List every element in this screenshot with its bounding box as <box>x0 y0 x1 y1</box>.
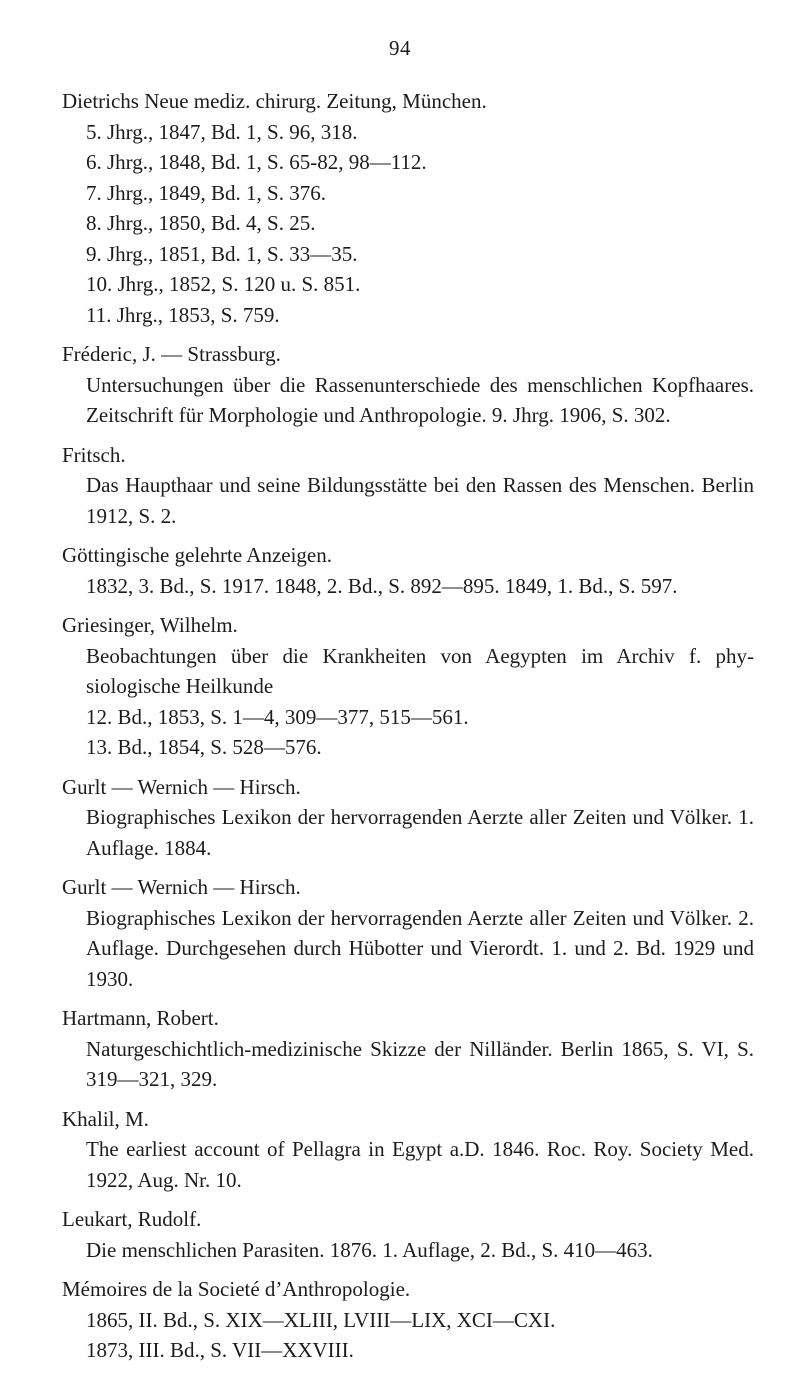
entry-heading: Gurlt — Wernich — Hirsch. <box>62 875 301 899</box>
bibliography-entry <box>62 540 754 601</box>
entry-volume-line: 1832, 3. Bd., S. 1917. 1848, 2. Bd., S. 892—895. 1849, 1. Bd., S. 597. <box>86 573 678 598</box>
bibliography-entry <box>62 1104 754 1196</box>
entry-heading: Leukart, Rudolf. <box>62 1207 202 1231</box>
entry-volume-line: 7. Jhrg., 1849, Bd. 1, S. 376. <box>86 180 326 205</box>
entry-heading: Göttingische gelehrte Anzeigen. <box>62 543 332 567</box>
bibliography-entry <box>62 772 754 864</box>
entry-heading: Khalil, M. <box>62 1106 149 1131</box>
entry-citation: Die menschlichen Parasiten. 1876. 1. Auflage, 2. Bd., S. 410—463. <box>86 1237 653 1262</box>
entry-citation: Das Haupthaar und seine Bildungsstätte bei den Rassen des Menschen. Berlin 1912, S. 2. <box>86 473 754 528</box>
entry-volume-line: 5. Jhrg., 1847, Bd. 1, S. 96, 318. <box>86 119 358 144</box>
bibliography-entry <box>62 610 754 763</box>
entry-volume-line: 10. Jhrg., 1852, S. 120 u. S. 851. <box>86 272 361 296</box>
entry-citation: Naturgeschichtlich-medizinische Skizze der Nilländer. Berlin 1865, S. VI, S. 319—321, 329. <box>86 1036 754 1091</box>
entry-volume-line: 6. Jhrg., 1848, Bd. 1, S. 65-82, 98—112. <box>86 150 427 174</box>
entry-heading: Dietrichs Neue mediz. chirurg. Zeitung, München. <box>62 89 487 113</box>
entry-volume-line: 12. Bd., 1853, S. 1—4, 309—377, 515—561. <box>86 704 469 729</box>
entry-heading: Griesinger, Wilhelm. <box>62 613 238 637</box>
entry-citation: Untersuchungen über die Rassenunterschiede des menschlichen Kopfhaares. Zeitschrift für Morphologie und Anthropologie. 9. Jhrg. 1906, S. 302. <box>86 372 754 427</box>
entry-volume-line: 9. Jhrg., 1851, Bd. 1, S. 33—35. <box>86 241 358 266</box>
entry-citation: Biographisches Lexikon der hervorragenden Aerzte aller Zeiten und Völker. 2. Auflage. Durchgesehen durch Hübotter und Vierordt. 1. und 2. Bd. 1929 und 1930. <box>86 905 754 991</box>
entry-heading: Gurlt — Wernich — Hirsch. <box>62 774 301 799</box>
entry-volume-line: 11. Jhrg., 1853, S. 759. <box>86 302 280 327</box>
entry-volume-line: 1873, III. Bd., S. VII—XXVIII. <box>86 1338 354 1362</box>
entry-volume-line: 1865, II. Bd., S. XIX—XLIII, LVIII—LIX, XCI—CXI. <box>86 1307 556 1332</box>
entry-citation: Biographisches Lexikon der hervorragenden Aerzte aller Zeiten und Völker. 1. Auflage. 1884. <box>86 805 754 860</box>
entry-citation: Beobachtungen über die Krankheiten von Aegypten im Archiv f. physiologische Heilkunde <box>86 643 754 698</box>
page-number: 94 <box>389 36 411 60</box>
entry-heading: Fritsch. <box>62 442 126 467</box>
bibliography-entry <box>62 872 754 994</box>
bibliography-entry <box>62 339 754 431</box>
bibliography-entry <box>62 1003 754 1095</box>
entry-heading: Fréderic, J. — Strassburg. <box>62 342 281 366</box>
entry-volume-line: 13. Bd., 1854, S. 528—576. <box>86 735 322 759</box>
entry-heading: Hartmann, Robert. <box>62 1006 219 1030</box>
entry-volume-line: 8. Jhrg., 1850, Bd. 4, S. 25. <box>86 211 316 235</box>
entry-heading: Mémoires de la Societé d’Anthropologie. <box>62 1277 411 1301</box>
bibliography-entry <box>62 440 754 532</box>
bibliography-entry <box>62 1274 754 1366</box>
bibliography-entry <box>62 1204 754 1265</box>
entry-citation: The earliest account of Pellagra in Egypt a.D. 1846. Roc. Roy. Society Med. 1922, Aug. Nr. 10. <box>86 1137 754 1192</box>
bibliography-list <box>62 86 754 1375</box>
bibliography-entry <box>62 86 754 330</box>
